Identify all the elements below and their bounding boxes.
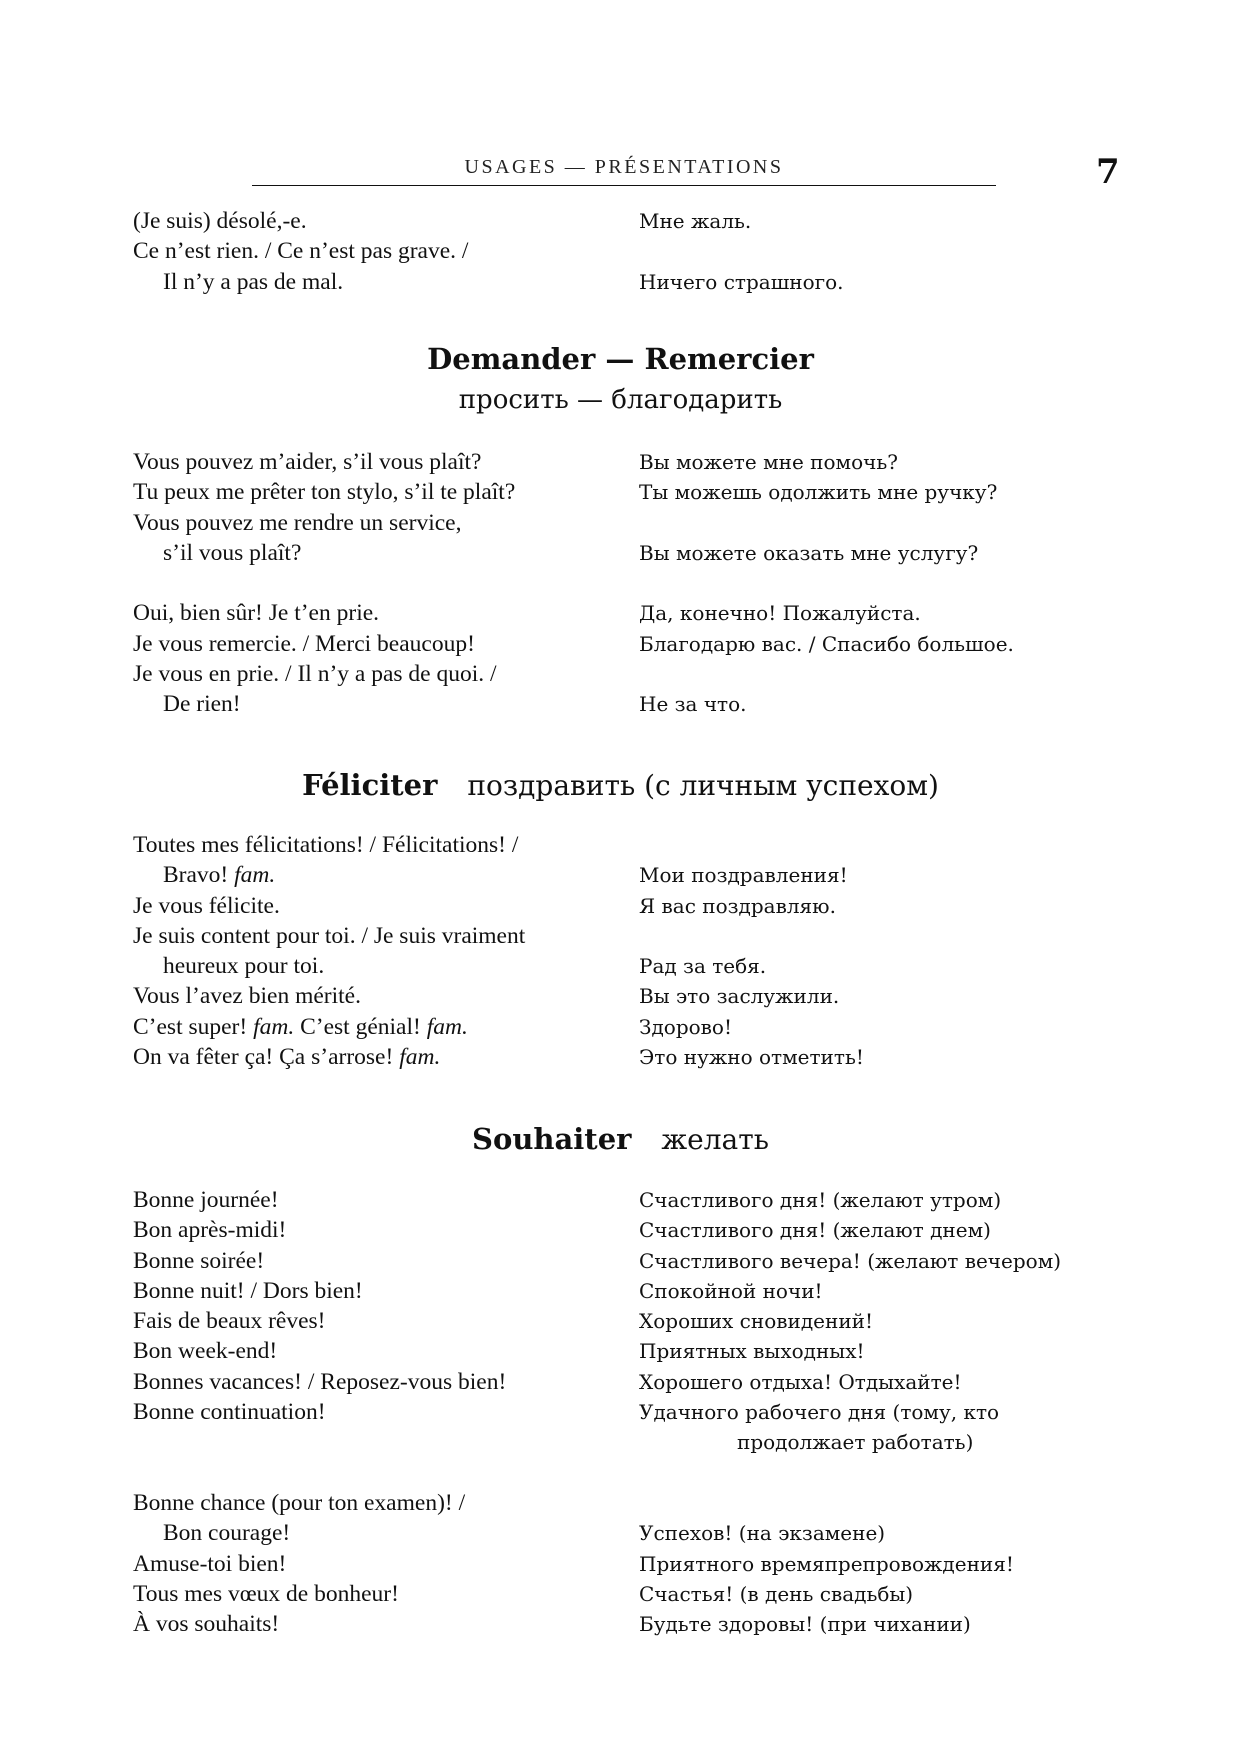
fam-label: fam. <box>253 1013 295 1040</box>
page-number: 7 <box>1096 152 1120 192</box>
running-title: USAGES — PRÉSENTATIONS <box>464 156 784 178</box>
phrase-row <box>133 1336 1113 1366</box>
russian-translation: Хороших сновидений! <box>639 1309 874 1334</box>
russian-translation: Спокойной ночи! <box>639 1278 823 1303</box>
french-phrase: Je vous remercie. / Merci beaucoup! <box>133 630 475 657</box>
section-title-fr: Féliciter <box>302 768 438 802</box>
phrase-row <box>133 1488 1113 1518</box>
phrase-row <box>133 477 1113 507</box>
french-phrase: Toutes mes félicitations! / Félicitations! / <box>133 832 519 858</box>
phrase-row <box>133 891 1113 921</box>
phrase-row <box>133 1185 1113 1215</box>
russian-translation: Мои поздравления! <box>639 863 848 888</box>
phrase-row <box>133 267 1113 297</box>
russian-translation: Ничего страшного. <box>639 269 844 294</box>
french-phrase: Bonne chance (pour ton examen)! / <box>133 1489 466 1516</box>
russian-translation: Благодарю вас. / Спасибо большое. <box>639 631 1014 656</box>
french-phrase: Bonne soirée! <box>133 1247 265 1274</box>
french-phrase: Je vous félicite. <box>133 892 280 919</box>
french-phrase: Bonne continuation! <box>133 1399 326 1426</box>
french-phrase: Bon courage! <box>163 1520 291 1547</box>
french-phrase-text: On va fêter ça! Ça s’arrose! <box>133 1044 394 1071</box>
phrase-row <box>133 659 1113 689</box>
phrase-row <box>133 447 1113 477</box>
french-phrase: Tous mes vœux de bonheur! <box>133 1580 399 1607</box>
intro-block <box>133 206 1113 297</box>
russian-translation: Вы это заслужили. <box>639 984 840 1009</box>
french-phrase: Tu peux me prêter ton stylo, s’il te plaît? <box>133 479 516 506</box>
french-phrase: Fais de beaux rêves! <box>133 1308 326 1335</box>
french-phrase: Vous pouvez me rendre un service, <box>133 509 462 536</box>
french-phrase: Vous pouvez m’aider, s’il vous plaît? <box>133 449 482 475</box>
russian-translation: продолжает работать) <box>737 1430 974 1455</box>
russian-translation: Вы можете оказать мне услугу? <box>639 540 979 565</box>
french-phrase: À vos souhaits! <box>133 1611 280 1638</box>
phrase-row <box>133 508 1113 538</box>
russian-translation: Счастливого вечера! (желают вечером) <box>639 1248 1062 1273</box>
french-phrase <box>133 1042 440 1072</box>
phrase-row <box>133 689 1113 719</box>
russian-translation: Рад за тебя. <box>639 954 767 979</box>
french-phrase: Bon après-midi! <box>133 1217 287 1244</box>
souhaiter-block <box>133 1185 1113 1639</box>
french-phrase: Je suis content pour toi. / Je suis vraiment <box>133 922 526 949</box>
phrase-row <box>133 598 1113 628</box>
phrase-row <box>133 1012 1113 1042</box>
french-phrase <box>163 860 275 890</box>
french-phrase: Bonne nuit! / Dors bien! <box>133 1277 363 1304</box>
french-phrase-text: C’est génial! <box>300 1013 421 1040</box>
french-phrase: heureux pour toi. <box>163 953 325 980</box>
section-title-ru: поздравить (с личным успехом) <box>467 769 939 802</box>
french-phrase: Vous l’avez bien mérité. <box>133 983 361 1010</box>
spacer-row <box>133 1458 1113 1488</box>
phrase-row <box>133 981 1113 1011</box>
feliciter-block <box>133 830 1113 1072</box>
phrase-row <box>133 1367 1113 1397</box>
russian-translation: Счастливого дня! (желают днем) <box>639 1218 991 1243</box>
french-phrase: Il n’y a pas de mal. <box>163 268 344 295</box>
phrase-row <box>133 1579 1113 1609</box>
phrase-row <box>133 1246 1113 1276</box>
russian-translation: Будьте здоровы! (при чихании) <box>639 1612 971 1637</box>
phrase-row <box>133 860 1113 890</box>
section-title-demander <box>0 342 1241 376</box>
phrase-row <box>133 1215 1113 1245</box>
russian-translation: Счастья! (в день свадьбы) <box>639 1581 914 1606</box>
section-title-souhaiter <box>0 1122 1241 1156</box>
french-phrase: (Je suis) désolé,-e. <box>133 208 307 234</box>
russian-translation: Удачного рабочего дня (тому, кто <box>639 1400 1000 1425</box>
phrase-row <box>133 921 1113 951</box>
spacer-row <box>133 568 1113 598</box>
fam-label: fam. <box>234 862 276 889</box>
phrase-row <box>133 1397 1113 1427</box>
running-header <box>252 156 996 188</box>
phrase-row <box>133 1549 1113 1579</box>
section-title-fr: Souhaiter <box>472 1122 632 1156</box>
french-phrase: Amuse-toi bien! <box>133 1550 287 1577</box>
demander-block <box>133 447 1113 720</box>
russian-translation: Я вас поздравляю. <box>639 893 836 918</box>
russian-translation: Мне жаль. <box>639 209 752 233</box>
phrase-row <box>133 629 1113 659</box>
phrase-row <box>133 206 1113 236</box>
header-rule <box>252 185 996 186</box>
phrase-row <box>133 1518 1113 1548</box>
russian-translation: Здорово! <box>639 1014 732 1039</box>
french-phrase: Oui, bien sûr! Je t’en prie. <box>133 600 380 627</box>
fam-label: fam. <box>426 1013 468 1040</box>
russian-translation: Хорошего отдыха! Отдыхайте! <box>639 1369 962 1394</box>
french-phrase-text: C’est super! <box>133 1013 248 1040</box>
phrase-row <box>133 1427 1113 1457</box>
french-phrase: Bonnes vacances! / Reposez-vous bien! <box>133 1368 507 1395</box>
fam-label: fam. <box>399 1044 441 1071</box>
french-phrase: Bon week-end! <box>133 1338 278 1365</box>
section-title-ru: желать <box>661 1123 769 1156</box>
phrase-row <box>133 1609 1113 1639</box>
section-title-fr: Demander — Remercier <box>427 342 814 376</box>
russian-translation: Это нужно отметить! <box>639 1045 864 1070</box>
french-phrase: Ce n’est rien. / Ce n’est pas grave. / <box>133 238 469 265</box>
french-phrase <box>133 1012 468 1042</box>
phrase-row <box>133 236 1113 266</box>
russian-translation: Приятного времяпрепровождения! <box>639 1551 1014 1576</box>
russian-translation: Да, конечно! Пожалуйста. <box>639 601 921 626</box>
phrase-row <box>133 538 1113 568</box>
russian-translation: Вы можете мне помочь? <box>639 450 898 474</box>
phrase-row <box>133 1042 1113 1072</box>
russian-translation: Успехов! (на экзамене) <box>639 1521 886 1546</box>
russian-translation: Ты можешь одолжить мне ручку? <box>639 480 998 505</box>
russian-translation: Приятных выходных! <box>639 1339 865 1364</box>
russian-translation: Счастливого дня! (желают утром) <box>639 1188 1002 1212</box>
phrase-row <box>133 830 1113 860</box>
section-title-feliciter <box>0 768 1241 802</box>
phrase-row <box>133 951 1113 981</box>
phrase-row <box>133 1276 1113 1306</box>
section-subtitle-ru: просить — благодарить <box>458 385 783 415</box>
french-phrase: De rien! <box>163 691 241 718</box>
phrase-row <box>133 1306 1113 1336</box>
french-phrase: Je vous en prie. / Il n’y a pas de quoi. / <box>133 661 497 688</box>
russian-translation: Не за что. <box>639 692 747 717</box>
french-phrase: s’il vous plaît? <box>163 539 302 566</box>
french-phrase: Bonne journée! <box>133 1187 279 1213</box>
french-phrase-text: Bravo! <box>163 862 229 889</box>
